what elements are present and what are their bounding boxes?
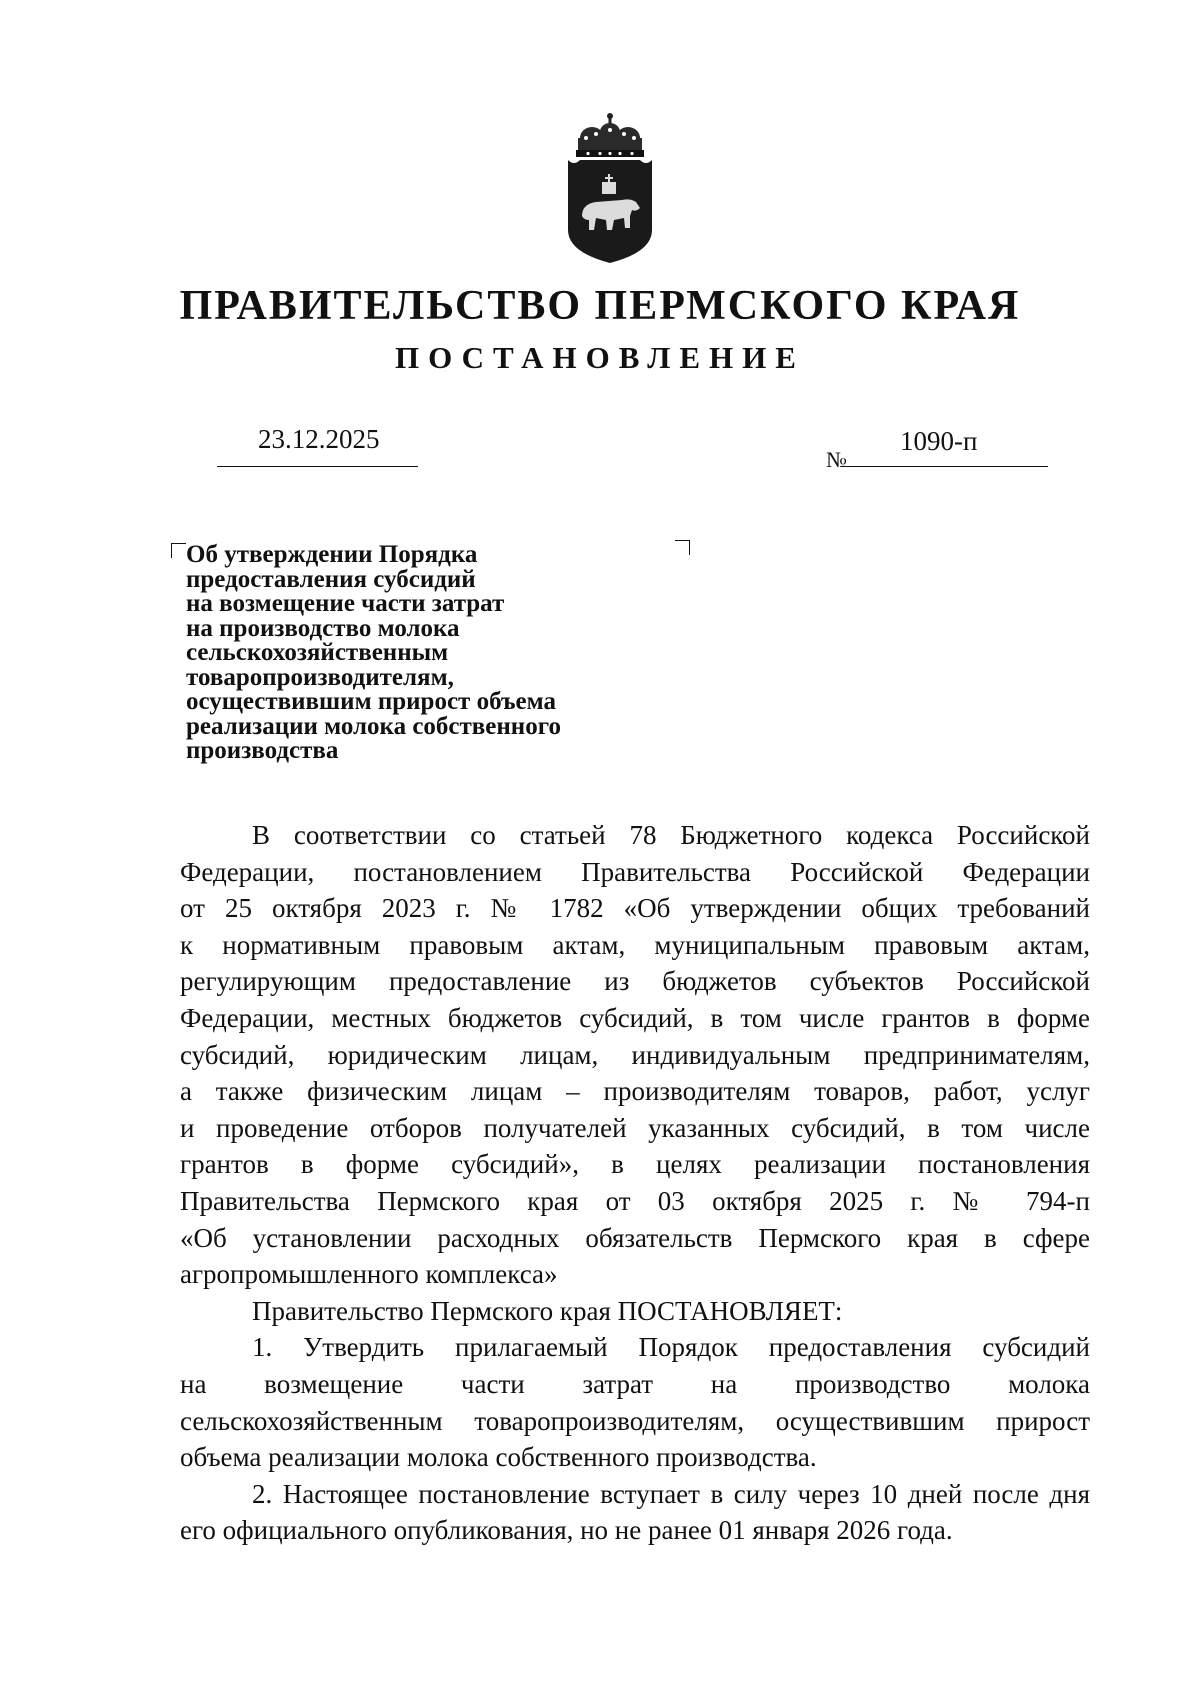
- text-line: его официального опубликования, но не ранее 01 января 2026 года.: [180, 1515, 953, 1546]
- subject-line: производства: [186, 737, 339, 764]
- document-date: 23.12.2025: [258, 424, 380, 454]
- text-line: сельскохозяйственным товаропроизводителям, осуществившим прирост: [180, 1405, 1090, 1436]
- preamble-paragraph: [180, 817, 1090, 1293]
- subject-line: предоставления субсидий: [186, 565, 476, 593]
- document-number: 1090-п: [900, 426, 978, 456]
- document-type-title: ПОСТАНОВЛЕНИЕ: [395, 340, 805, 375]
- text-line: и проведение отборов получателей указанных субсидий, в том числе: [180, 1112, 1090, 1143]
- text-line: а также физическим лицам – производителям товаров, работ, услуг: [180, 1076, 1090, 1107]
- item-1-paragraph: [180, 1329, 1090, 1475]
- text-line: объема реализации молока собственного производства.: [180, 1442, 817, 1473]
- subject-line: сельскохозяйственным: [186, 639, 449, 666]
- text-line: на возмещение части затрат на производство молока: [180, 1368, 1090, 1399]
- text-line: 2. Настоящее постановление вступает в силу через 10 дней после дня: [252, 1478, 1090, 1509]
- subject-line: на производство молока: [186, 614, 460, 642]
- text-line: от 25 октября 2023 г. № 1782 «Об утверждении общих требований: [180, 893, 1090, 924]
- text-line: агропромышленного комплекса»: [180, 1259, 558, 1290]
- text-line: Правительство Пермского края ПОСТАНОВЛЯЕТ:: [252, 1295, 843, 1326]
- resolves-paragraph: [180, 1293, 1090, 1330]
- text-line: регулирующим предоставление из бюджетов субъектов Российской: [180, 966, 1090, 997]
- number-sign: №: [826, 447, 847, 472]
- document-body: [180, 817, 1090, 1549]
- text-line: грантов в форме субсидий», в целях реализации постановления: [180, 1149, 1090, 1180]
- subject-line: осуществившим прирост объема: [186, 688, 556, 715]
- text-line: субсидий, юридическим лицам, индивидуальным предпринимателям,: [180, 1039, 1090, 1070]
- text-line: Федерации, местных бюджетов субсидий, в том числе грантов в форме: [180, 1002, 1090, 1033]
- subject-corner-right: [675, 540, 690, 555]
- government-title: ПРАВИТЕЛЬСТВО ПЕРМСКОГО КРАЯ: [179, 283, 1021, 329]
- subject-line: товаропроизводителям,: [186, 663, 454, 691]
- text-line: 1. Утвердить прилагаемый Порядок предоставления субсидий: [252, 1332, 1090, 1363]
- subject-corner-left: [171, 543, 186, 558]
- coat-of-arms-icon: [564, 112, 656, 264]
- text-line: Правительства Пермского края от 03 октября 2025 г. № 794-п: [180, 1185, 1090, 1216]
- text-line: «Об установлении расходных обязательств Пермского края в сфере: [180, 1222, 1090, 1253]
- text-line: к нормативным правовым актам, муниципальным правовым актам,: [180, 929, 1090, 960]
- subject-line: Об утверждении Порядка: [186, 541, 478, 568]
- subject-line: на возмещение части затрат: [186, 590, 505, 617]
- subject-line: реализации молока собственного: [186, 712, 561, 740]
- number-underline: [846, 466, 1048, 467]
- document-subject: [186, 543, 646, 764]
- text-line: Федерации, постановлением Правительства Российской Федерации: [180, 856, 1090, 887]
- item-2-paragraph: [180, 1476, 1090, 1549]
- text-line: В соответствии со статьей 78 Бюджетного кодекса Российской: [252, 820, 1090, 850]
- date-underline: [217, 466, 418, 467]
- crown-icon: [576, 113, 644, 157]
